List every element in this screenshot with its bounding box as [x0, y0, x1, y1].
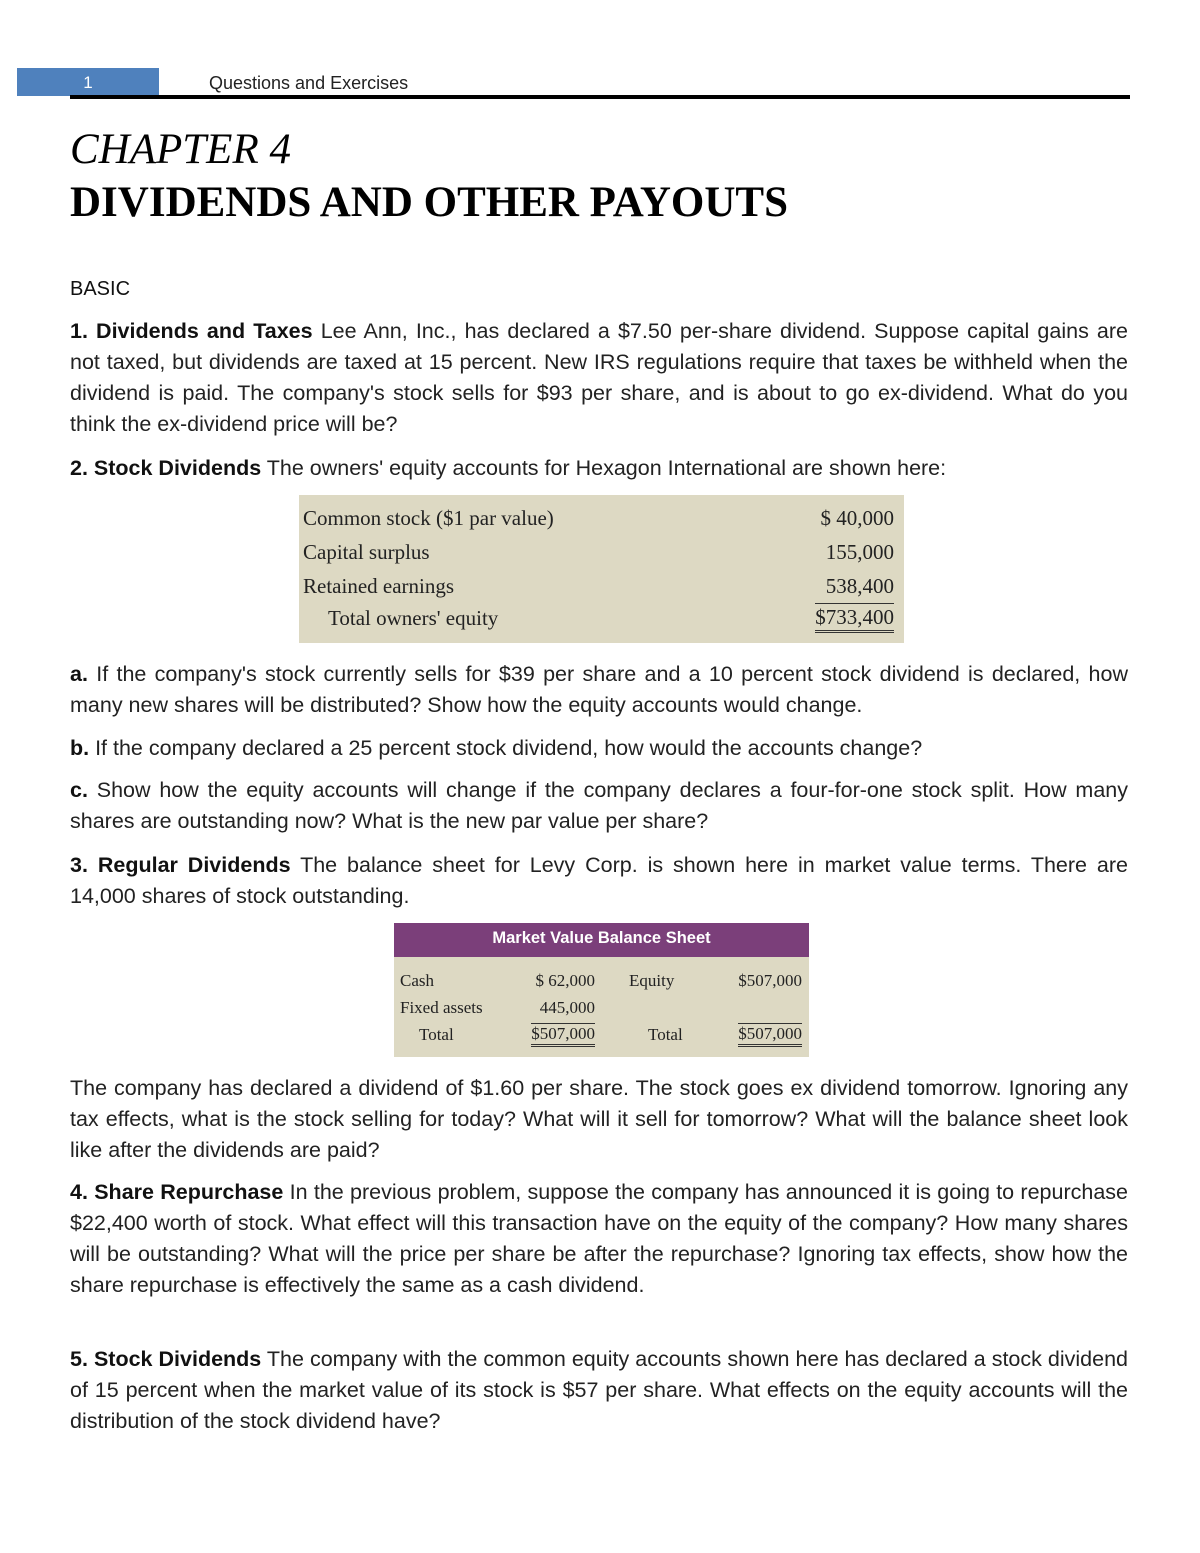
- cash-value: $ 62,000: [535, 971, 595, 990]
- assets-total-value: $507,000: [531, 1023, 595, 1047]
- question-2: [70, 453, 1128, 484]
- page-number: 1: [17, 68, 159, 96]
- row-label: Capital surplus: [303, 540, 430, 564]
- market-value-balance-sheet: [394, 923, 809, 1057]
- question-2-label: 2. Stock Dividends: [70, 456, 262, 480]
- question-2a-label: a.: [70, 662, 88, 686]
- question-3-label: 3. Regular Dividends: [70, 853, 291, 877]
- question-5: [70, 1344, 1128, 1437]
- question-1: [70, 316, 1128, 440]
- section-heading: BASIC: [70, 278, 131, 300]
- question-1-text: Lee Ann, Inc., has declared a $7.50 per-share dividend. Suppose capital gains are not taxed, but dividends are taxed at 15 percent. New IRS regulations require that taxes be withheld when the dividend is paid. The company's stock sells for $93 per share, and is about to go ex-dividend. What do you think the ex-dividend price will be?: [70, 319, 1129, 436]
- question-3: [70, 850, 1128, 912]
- question-3-followup: The company has declared a dividend of $1.60 per share. The stock goes ex dividend tomorrow. Ignoring any tax effects, what is the stock selling for today? What will it sell for tomorrow? What will the balance sheet look like after the dividends are paid?: [70, 1076, 1128, 1162]
- balance-sheet-title: Market Value Balance Sheet: [394, 923, 809, 957]
- chapter-number: CHAPTER 4: [70, 126, 291, 173]
- row-label: Retained earnings: [303, 574, 455, 598]
- question-2c-label: c.: [70, 778, 88, 802]
- question-4: [70, 1177, 1128, 1301]
- question-2c: [70, 775, 1128, 837]
- question-2b-label: b.: [70, 736, 90, 760]
- question-4-text: In the previous problem, suppose the company has announced it is going to repurchase $22,400 worth of stock. What effect will this transaction have on the equity of the company? How many shares will be outstanding? What will the price per share be after the repurchase? Ignoring tax effects, show how the share repurchase is effectively the same as a cash dividend.: [70, 1180, 1128, 1297]
- equity-accounts-table: [299, 495, 904, 643]
- row-value: 155,000: [825, 540, 894, 564]
- header-rule: [70, 95, 1130, 99]
- fixed-assets-value: 445,000: [539, 998, 595, 1017]
- question-2b-text: If the company declared a 25 percent stock dividend, how would the accounts change?: [89, 736, 923, 760]
- assets-total-label: Total: [419, 1025, 454, 1044]
- question-2a-text: If the company's stock currently sells for $39 per share and a 10 percent stock dividend is declared, how many new shares will be distributed? Show how the equity accounts would change.: [70, 662, 1128, 717]
- equity-label: Equity: [629, 971, 675, 990]
- question-2-text: The owners' equity accounts for Hexagon International are shown here:: [261, 456, 947, 480]
- liabilities-total-label: Total: [648, 1025, 683, 1044]
- table-row-total: [299, 603, 904, 633]
- fixed-assets-label: Fixed assets: [400, 998, 483, 1017]
- question-2a: [70, 659, 1128, 721]
- question-2b: [70, 733, 1128, 764]
- cash-label: Cash: [400, 971, 434, 990]
- question-4-label: 4. Share Repurchase: [70, 1180, 284, 1204]
- question-5-label: 5. Stock Dividends: [70, 1347, 262, 1371]
- table-row: [299, 537, 904, 567]
- table-row: [299, 571, 904, 601]
- row-value: $ 40,000: [820, 506, 894, 530]
- question-1-label: 1. Dividends and Taxes: [70, 319, 313, 343]
- equity-value: $507,000: [738, 971, 802, 990]
- chapter-title: DIVIDENDS AND OTHER PAYOUTS: [70, 179, 789, 226]
- question-2c-text: Show how the equity accounts will change if the company declares a four-for-one stock split. How many shares are outstanding now? What is the new par value per share?: [70, 778, 1128, 833]
- liabilities-total-value: $507,000: [738, 1023, 802, 1047]
- row-value: 538,400: [825, 574, 894, 598]
- row-label: Total owners' equity: [328, 606, 499, 630]
- table-row: [299, 503, 904, 533]
- row-label: Common stock ($1 par value): [303, 506, 554, 530]
- question-5-text: The company with the common equity accounts shown here has declared a stock dividend of 15 percent when the market value of its stock is $57 per share. What effects on the equity accounts will the distribution of the stock dividend have?: [70, 1347, 1128, 1433]
- row-value: $733,400: [815, 603, 894, 633]
- question-3-text: The balance sheet for Levy Corp. is shown here in market value terms. There are 14,000 shares of stock outstanding.: [70, 853, 1128, 908]
- running-title: Questions and Exercises: [209, 73, 409, 93]
